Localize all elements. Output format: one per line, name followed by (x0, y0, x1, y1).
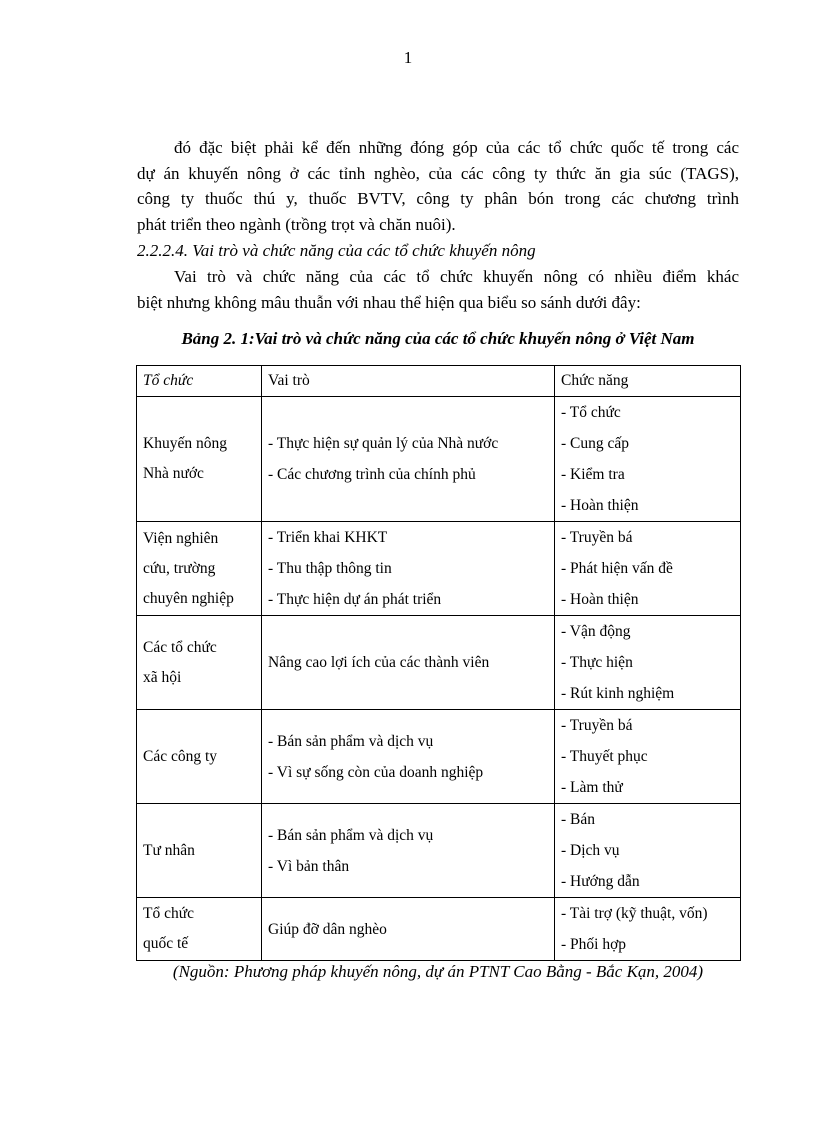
function-line: - Vận động (561, 623, 631, 640)
organization-cell (137, 804, 262, 898)
organization-line: Các tổ chức (143, 638, 217, 656)
organization-line: Tư nhân (143, 841, 195, 859)
organization-line: cứu, trường (143, 559, 216, 577)
table-row (137, 898, 741, 961)
role-line: - Thu thập thông tin (268, 560, 392, 577)
table-header-row (137, 366, 741, 397)
function-line: - Dịch vụ (561, 842, 620, 859)
function-line: - Bán (561, 811, 596, 828)
function-line: - Kiểm tra (561, 466, 625, 483)
table-caption: Bảng 2. 1:Vai trò và chức năng của các tổ chức khuyến nông ở Việt Nam (181, 329, 695, 348)
function-cell (555, 616, 741, 710)
function-line: - Hướng dẫn (561, 873, 640, 890)
paragraph-1-line: đó đặc biệt phải kể đến những đóng góp của các tổ chức quốc tế trong các (174, 138, 739, 157)
function-cell (555, 522, 741, 616)
organization-line: Các công ty (143, 747, 218, 765)
function-line: - Tài trợ (kỹ thuật, vốn) (561, 905, 708, 922)
page-number: 1 (403, 48, 413, 67)
organization-cell (137, 898, 262, 961)
function-line: - Phối hợp (561, 936, 627, 953)
paragraph-2-line: Vai trò và chức năng của các tổ chức khuyến nông có nhiều điểm khác (174, 267, 739, 286)
organization-line: Tổ chức (143, 905, 195, 922)
role-cell (262, 397, 555, 522)
function-line: - Hoàn thiện (561, 497, 639, 514)
function-line: - Cung cấp (561, 435, 630, 452)
paragraph-1 (137, 135, 739, 237)
role-line: - Vì sự sống còn của doanh nghiệp (268, 763, 484, 781)
function-line: - Truyền bá (561, 529, 633, 546)
organization-cell (137, 616, 262, 710)
paragraph-2-line: biệt nhưng không mâu thuẫn với nhau thể hiện qua biểu so sánh dưới đây: (137, 292, 641, 312)
role-line: - Triển khai KHKT (268, 529, 388, 546)
function-cell (555, 898, 741, 961)
function-line: - Phát hiện vấn đề (561, 560, 673, 577)
function-line: - Thuyết phục (561, 748, 648, 765)
organization-line: xã hội (143, 668, 182, 686)
function-line: - Tổ chức (561, 404, 621, 421)
function-line: - Hoàn thiện (561, 591, 639, 608)
organization-cell (137, 522, 262, 616)
organization-line: quốc tế (143, 935, 189, 952)
role-line: - Bán sản phẩm và dịch vụ (268, 826, 434, 844)
role-line: Giúp đỡ dân nghèo (268, 920, 387, 938)
paragraph-1-line: công ty thuốc thú y, thuốc BVTV, công ty phân bón trong các chương trình (137, 189, 739, 208)
paragraph-1-line: dự án khuyến nông ở các tỉnh nghèo, của các công ty thức ăn gia súc (TAGS), (137, 163, 739, 183)
organization-line: chuyên nghiệp (143, 589, 234, 607)
header-role: Vai trò (262, 366, 555, 397)
organization-line: Nhà nước (143, 465, 204, 482)
table-row (137, 804, 741, 898)
section-heading: 2.2.2.4. Vai trò và chức năng của các tổ chức khuyến nông (137, 241, 536, 260)
role-line: Nâng cao lợi ích của các thành viên (268, 654, 490, 671)
table-row (137, 522, 741, 616)
table-row (137, 616, 741, 710)
role-line: - Thực hiện dự án phát triển (268, 591, 442, 608)
function-line: - Truyền bá (561, 717, 633, 734)
role-line: - Vì bản thân (268, 857, 350, 875)
function-cell (555, 397, 741, 522)
organization-cell (137, 397, 262, 522)
organization-line: Viện nghiên (143, 529, 219, 547)
table-row (137, 710, 741, 804)
role-cell (262, 616, 555, 710)
role-cell (262, 522, 555, 616)
role-line: - Thực hiện sự quản lý của Nhà nước (268, 435, 499, 452)
paragraph-2 (137, 264, 739, 315)
role-cell (262, 898, 555, 961)
header-organization: Tổ chức (137, 366, 262, 397)
function-line: - Rút kinh nghiệm (561, 685, 675, 702)
function-cell (555, 710, 741, 804)
paragraph-1-line: phát triển theo ngành (trồng trọt và chăn nuôi). (137, 214, 456, 234)
organization-cell (137, 710, 262, 804)
function-cell (555, 804, 741, 898)
roles-functions-table (136, 365, 741, 961)
role-line: - Bán sản phẩm và dịch vụ (268, 732, 434, 750)
role-line: - Các chương trình của chính phủ (268, 466, 476, 483)
table-row (137, 397, 741, 522)
source-note: (Nguồn: Phương pháp khuyến nông, dự án PTNT Cao Bằng - Bắc Kạn, 2004) (172, 962, 704, 981)
function-line: - Thực hiện (561, 654, 633, 671)
function-line: - Làm thử (561, 779, 623, 796)
header-function: Chức năng (555, 366, 741, 397)
role-cell (262, 804, 555, 898)
role-cell (262, 710, 555, 804)
organization-line: Khuyến nông (143, 435, 227, 452)
